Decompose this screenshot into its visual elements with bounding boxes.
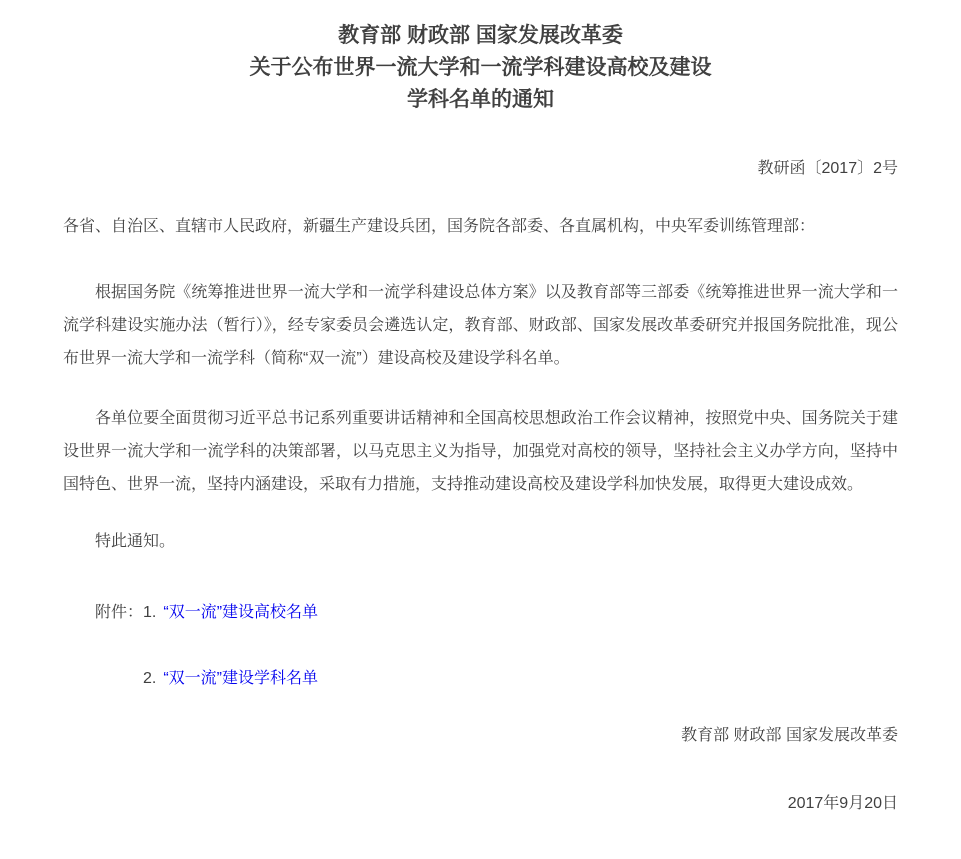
attachment-1-number: 1. — [143, 604, 157, 621]
attachment-2-number: 2. — [143, 670, 157, 687]
title-line-issuers: 教育部 财政部 国家发展改革委 — [338, 24, 623, 47]
document-title — [63, 20, 898, 116]
attachment-line-2 — [63, 662, 898, 695]
salutation-line: 各省、自治区、直辖市人民政府，新疆生产建设兵团，国务院各部委、各直属机构，中央军委训练管理部： — [63, 218, 816, 235]
attachments-label: 附件： — [95, 604, 144, 621]
issuing-agencies-signature: 教育部 财政部 国家发展改革委 — [681, 727, 898, 744]
attachment-link-universities-list[interactable]: “双一流”建设高校名单 — [163, 604, 319, 621]
paragraph-requirements: 各单位要全面贯彻习近平总书记系列重要讲话精神和全国高校思想政治工作会议精神，按照党中央、国务院关于建设世界一流大学和一流学科的决策部署，以马克思主义为指导，加强党对高校的领导，坚持社会主义办学方向，坚持中国特色、世界一流，坚持内涵建设，采取有力措施，支持推动建设高校及建设学科加快发展，取得更大建设成效。 — [63, 410, 898, 493]
title-line-subject-cont: 学科名单的通知 — [407, 88, 554, 111]
attachment-link-disciplines-list[interactable]: “双一流”建设学科名单 — [163, 670, 319, 687]
closing-line: 特此通知。 — [95, 533, 176, 550]
issue-date: 2017年9月20日 — [787, 795, 898, 812]
paragraph-approval-basis: 根据国务院《统筹推进世界一流大学和一流学科建设总体方案》以及教育部等三部委《统筹推进世界一流大学和一流学科建设实施办法（暂行）》，经专家委员会遴选认定，教育部、财政部、国家发展改革委研究并报国务院批准，现公布世界一流大学和一流学科（简称“双一流”）建设高校及建设学科名单。 — [63, 284, 898, 367]
title-line-subject: 关于公布世界一流大学和一流学科建设高校及建设 — [249, 56, 712, 79]
document-reference-number: 教研函〔2017〕2号 — [757, 160, 898, 177]
attachment-line-1 — [63, 596, 898, 629]
